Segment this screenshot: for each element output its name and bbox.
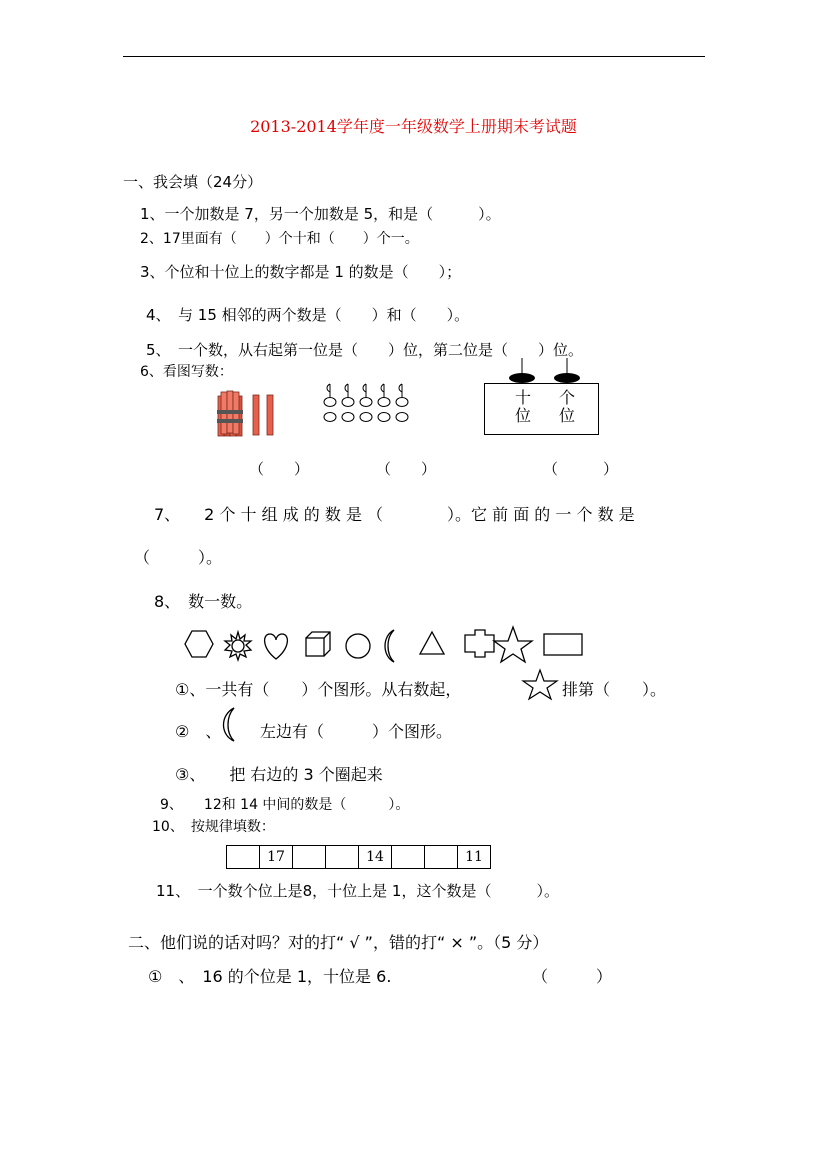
bead-string-icon [342,384,354,422]
question-8-label: 8、 数一数。 [154,592,253,611]
triangle-icon [420,632,444,654]
abacus-ones-label: 个 位 [558,388,575,425]
abacus-rods-image [505,358,585,386]
cross-icon [465,630,494,657]
single-stick-icon [253,395,259,435]
question-7-line2: （ ）。 [134,548,223,567]
question-5: 5、 一个数，从右起第一位是（ ）位，第二位是（ ）位。 [146,341,584,359]
star-icon [521,668,559,700]
question-9: 9、 12和 14 中间的数是（ ）。 [160,797,410,813]
question-6-label: 6、看图写数： [140,364,233,380]
q8-sub2-text-end: 左边有（ ）个图形。 [260,722,453,741]
sequence-cell[interactable] [293,846,326,869]
abacus-tens-label: 十 位 [514,388,531,425]
sequence-cell[interactable] [326,846,359,869]
sequence-cell[interactable] [227,846,260,869]
heart-icon [265,634,288,659]
rectangle-icon [544,634,582,655]
moon-icon [214,705,242,743]
abacus-bead-icon [554,373,580,383]
hexagon-icon [185,631,213,657]
question-11: 11、 一个数个位上是8，十位上是 1，这个数是（ ）。 [156,882,559,900]
page-title: 2013-2014学年度一年级数学上册期末考试题 [250,117,577,136]
cube-icon [306,632,330,656]
q6-answer-3: （ ） [543,460,619,478]
single-stick-icon [267,395,273,435]
question-2: 2、17里面有（ ）个十和（ ）个一。 [140,231,419,247]
shapes-row [182,624,587,664]
q8-sub1-text: ①、一共有（ ）个图形。从右数起， [175,680,462,699]
q8-sub2-text: ② 、 [175,722,222,741]
sequence-cell: 14 [359,846,392,869]
section1-heading: 一、我会填（24分） [123,173,263,191]
sequence-cell[interactable] [425,846,458,869]
top-rule [123,56,705,57]
bead-string-icon [396,384,408,422]
abacus-bead-icon [509,373,535,383]
sequence-cell: 11 [458,846,491,869]
bead-string-icon [324,384,336,422]
bead-string-icon [360,384,372,422]
q8-sub3-text: ③、 把 右边的 3 个圈起来 [175,765,383,784]
question-1: 1、一个加数是 7，另一个加数是 5，和是（ ）。 [140,205,501,223]
question-3: 3、个位和十位上的数字都是 1 的数是（ ）； [140,263,462,281]
sequence-cell: 17 [260,846,293,869]
section2-heading: 二、他们说的话对吗？对的打“ √ ”，错的打“ × ”。（5 分） [128,933,549,952]
abacus-frame [484,383,599,435]
section2-answer-1: （ ） [532,967,613,986]
bead-string-icon [378,384,390,422]
question-4: 4、 与 15 相邻的两个数是（ ）和（ ）。 [146,306,470,324]
question-10-label: 10、 按规律填数： [152,819,275,835]
sequence-table [226,845,491,869]
star-icon [494,627,532,662]
sun-icon [225,632,251,660]
bundle-of-ten-icon [217,391,243,436]
sequence-cell[interactable] [392,846,425,869]
q6-answer-2: （ ） [376,460,437,478]
circle-icon [346,634,370,658]
question-7-line1: 7、 2 个 十 组 成 的 数 是 （ ）。它 前 面 的 一 个 数 是 [154,505,635,524]
bead-groups-image [322,380,417,425]
moon-icon [385,630,394,662]
section2-question-1: ① 、 16 的个位是 1，十位是 6. [148,967,392,986]
stick-bundle-image [215,390,280,438]
q8-sub1-text-end: 排第（ ）。 [562,680,667,699]
q6-answer-1: （ ） [249,460,310,478]
